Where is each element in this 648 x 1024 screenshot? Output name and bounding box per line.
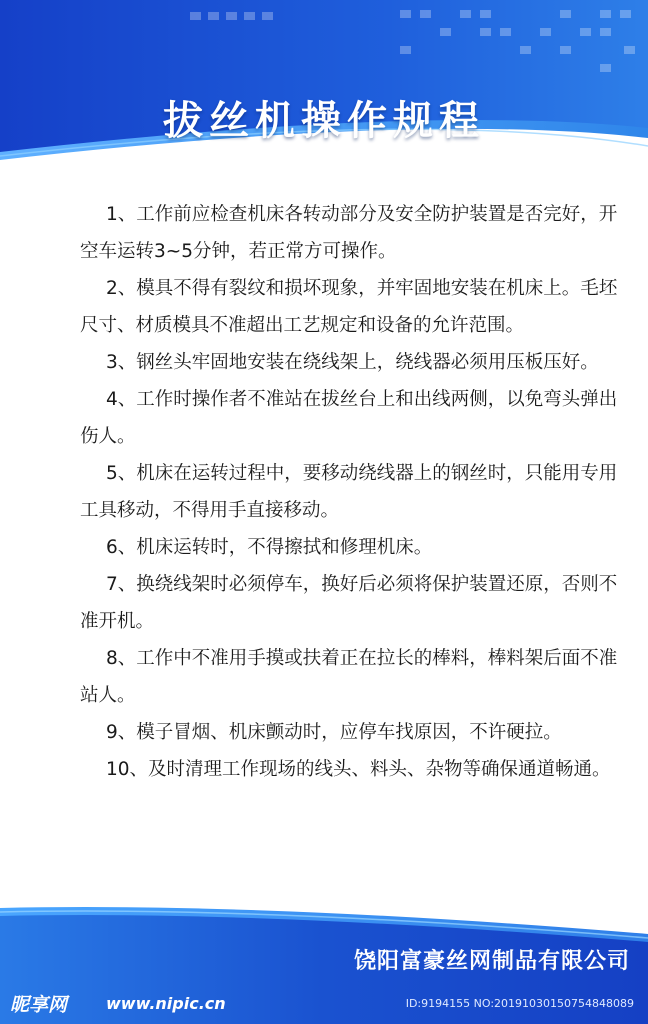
watermark-logo: 昵享网 — [10, 994, 68, 1016]
rule-item: 1、工作前应检查机床各转动部分及安全防护装置是否完好，开空车运转3~5分钟，若正常方可操作。 — [80, 204, 618, 262]
rule-item: 10、及时清理工作现场的线头、料头、杂物等确保通道畅通。 — [106, 759, 611, 780]
watermark-url: www.nipic.cn — [106, 994, 226, 1013]
company-name: 饶阳富豪丝网制品有限公司 — [353, 949, 630, 974]
rules-list — [80, 196, 620, 788]
watermark-id: ID:9194155 NO:20191030150754848089 — [405, 997, 634, 1010]
rule-item: 9、模子冒烟、机床颤动时，应停车找原因，不许硬拉。 — [106, 722, 562, 743]
rule-item: 4、工作时操作者不准站在拔丝台上和出线两侧，以免弯头弹出伤人。 — [80, 389, 618, 447]
rule-item: 6、机床运转时，不得擦拭和修理机床。 — [106, 537, 433, 558]
rule-item: 8、工作中不准用手摸或扶着正在拉长的棒料，棒料架后面不准站人。 — [80, 648, 618, 706]
rule-item: 7、换绕线架时必须停车，换好后必须将保护装置还原，否则不准开机。 — [80, 574, 618, 632]
rule-item: 5、机床在运转过程中，要移动绕线器上的钢丝时，只能用专用工具移动，不得用手直接移动。 — [80, 463, 618, 521]
rule-item: 3、钢丝头牢固地安装在绕线架上，绕线器必须用压板压好。 — [106, 352, 599, 373]
rule-item: 2、模具不得有裂纹和损坏现象，并牢固地安装在机床上。毛坯尺寸、材质模具不准超出工艺规定和设备的允许范围。 — [80, 278, 618, 336]
page-title: 拔丝机操作规程 — [163, 97, 485, 144]
